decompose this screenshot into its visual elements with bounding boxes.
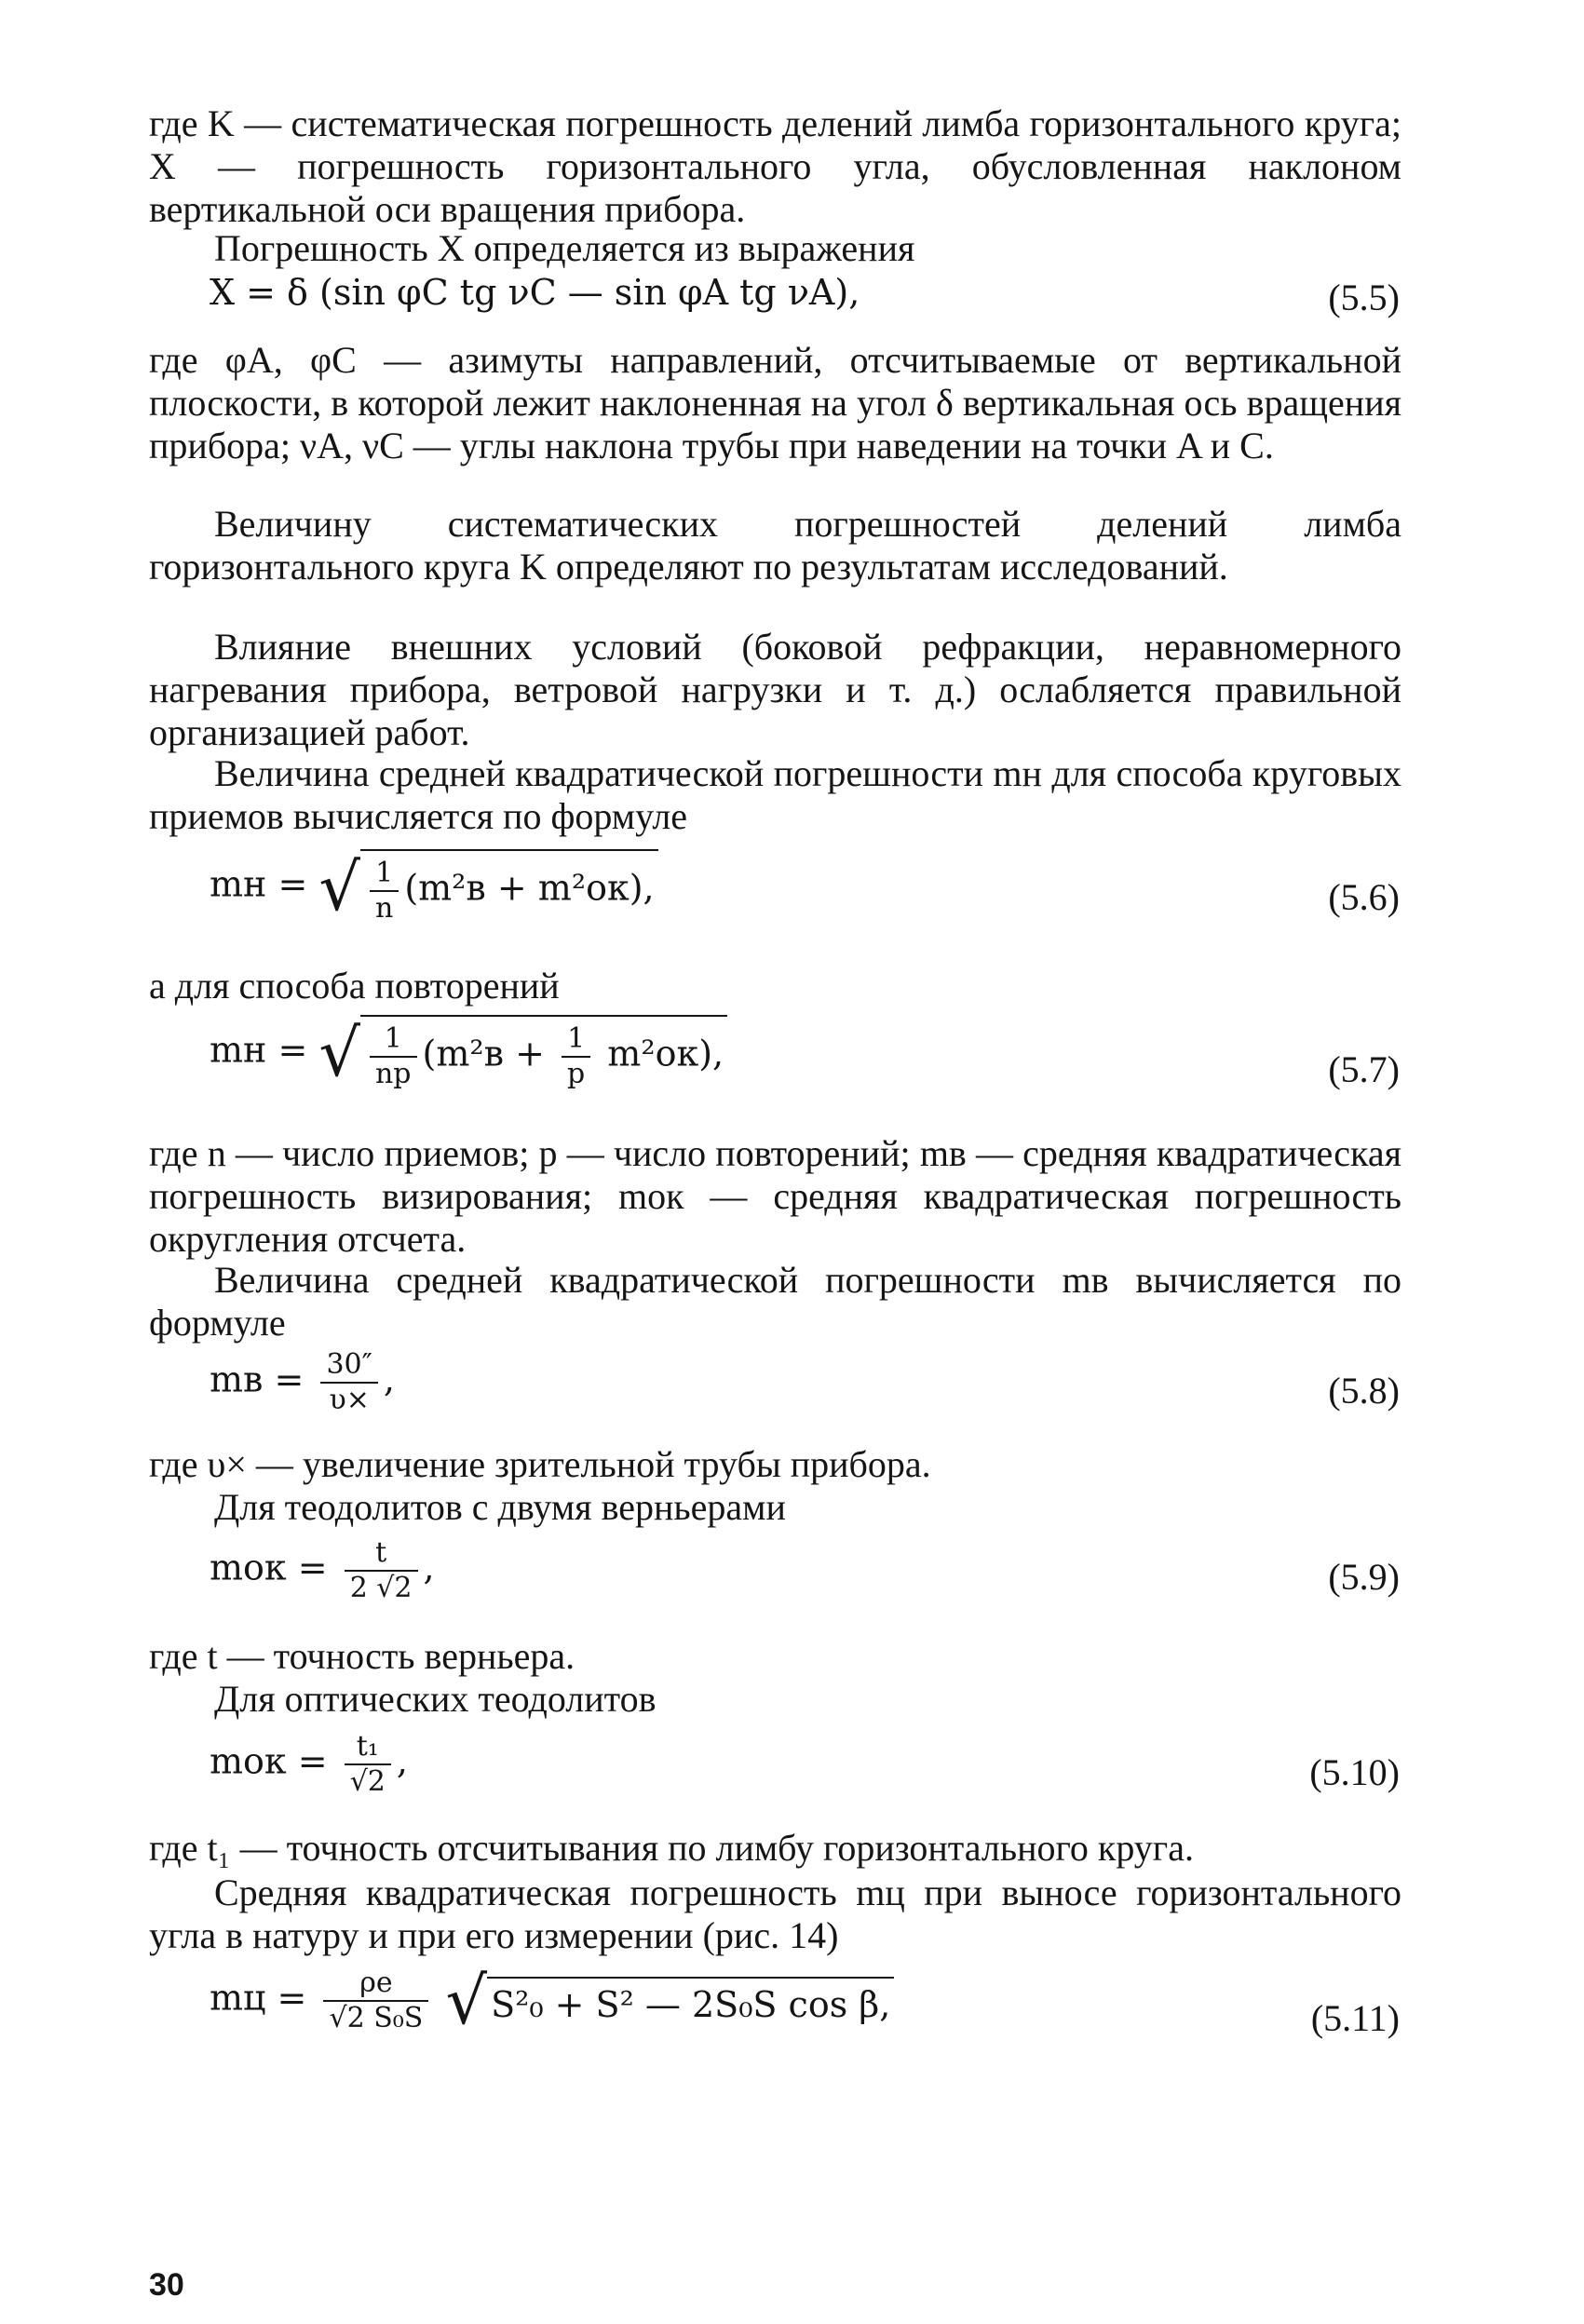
equation-5-9-lhs: mок = [210, 1547, 328, 1588]
paragraph-vernier-accuracy: где t — точность верньера. [149, 1635, 575, 1677]
equation-5-7 [210, 1015, 727, 1091]
fraction-denominator: np [374, 1058, 412, 1090]
equation-number-5-6: (5.6) [1328, 876, 1400, 918]
paragraph-mean-square-error-mb: Величина средней квадратической погрешности mв вычисляется по формуле [149, 1259, 1401, 1344]
equation-5-11-radicand: S²₀ + S² — 2S₀S cos β, [491, 1984, 891, 2025]
equation-number-5-5: (5.5) [1328, 277, 1400, 318]
sqrt-sign: √ $\frac{1}{np}$ (m²в + $\frac{1}{p}$ m²ок), [318, 1015, 727, 1091]
equation-5-11 [210, 1963, 894, 2039]
equation-number-5-11: (5.11) [1310, 1997, 1400, 2039]
paragraph-systematic-errors: Величину систематических погрешностей делений лимба горизонтального круга K определяют по результатам исследований. [149, 503, 1401, 588]
equation-5-10-tail: , [396, 1740, 408, 1782]
paragraph-optical-theodolites: Для оптических теодолитов [214, 1678, 657, 1720]
equation-number-5-9: (5.9) [1328, 1556, 1400, 1598]
inner-fraction-numerator: 1 [562, 1022, 590, 1058]
fraction-numerator: 1 [370, 857, 399, 892]
paragraph-notation-n-p-mb-mok: где n — число приемов; p — число повторений; mв — средняя квадратическая погрешность визирования; mок — средняя квадратическая погрешность округления отсчета. [149, 1132, 1401, 1260]
equation-5-5 [210, 272, 860, 313]
fraction-denominator: √2 S₀S [329, 2002, 424, 2034]
equation-number-5-10: (5.10) [1309, 1751, 1400, 1793]
page-number: 30 [149, 2267, 184, 2303]
fraction-numerator: t₁ [345, 1730, 391, 1765]
paragraph-mean-square-error-circular: Величина средней квадратической погрешности mн для способа круговых приемов вычисляется по формуле [149, 752, 1401, 837]
equation-5-9-tail: , [423, 1547, 435, 1588]
equation-5-6 [210, 849, 658, 926]
inner-fraction-denominator: p [567, 1058, 586, 1090]
sqrt-sign: √ S²₀ + S² — 2S₀S cos β, [445, 1973, 894, 2029]
equation-5-6-radicand: (m²в + m²ок), [404, 867, 655, 909]
fraction-numerator: ρe [323, 1966, 428, 2002]
paragraph-telescope-magnification: где υ× — увеличение зрительной трубы прибора. [149, 1443, 931, 1485]
paragraph-external-conditions: Влияние внешних условий (боковой рефракции, неравномерного нагревания прибора, ветровой нагрузки и т. д.) ослабляется правильной организацией работ. [149, 626, 1401, 753]
equation-5-7-radicand-a: (m²в + [422, 1033, 556, 1074]
paragraph-error-x-intro: Погрешность X определяется из выражения [214, 227, 915, 269]
paragraph-azimuths: где φA, φC — азимуты направлений, отсчитываемые от вертикальной плоскости, в которой лежит наклоненная на угол δ вертикальная ось вращения прибора; νA, νC — углы наклона трубы при наведении на точки A и C. [149, 339, 1401, 466]
equation-5-5-body: X = δ (sin φC tg νC — sin φA tg νA), [210, 272, 860, 313]
equation-5-8-lhs: mв = [210, 1358, 305, 1400]
equation-5-7-lhs: mн = [210, 1029, 308, 1071]
equation-5-9 [210, 1536, 435, 1605]
equation-number-5-7: (5.7) [1328, 1048, 1400, 1090]
paragraph-repetition-method: а для способа повторений [149, 965, 560, 1007]
equation-5-6-lhs: mн = [210, 863, 308, 905]
fraction-numerator: 30″ [320, 1348, 377, 1384]
fraction-numerator: t [345, 1536, 418, 1572]
paragraph-definitions-k-x: где K — систематическая погрешность делений лимба горизонтального круга; X — погрешность горизонтального угла, обусловленная наклоном вертикальной оси вращения прибора. [149, 102, 1401, 230]
equation-5-10 [210, 1730, 408, 1799]
fraction-denominator: υ× [329, 1384, 370, 1416]
fraction-denominator: √2 [349, 1765, 386, 1798]
fraction-numerator: 1 [370, 1022, 417, 1058]
sqrt-sign: √ $\frac{1}{n}$ (m²в + m²ок), [318, 849, 657, 926]
paragraph-limb-reading-accuracy: где t₁ — точность отсчитывания по лимбу горизонтального круга. [149, 1827, 1194, 1869]
fraction-denominator: n [374, 892, 394, 925]
equation-5-8-tail: , [383, 1358, 395, 1400]
equation-5-11-lhs: mц = [210, 1977, 307, 2019]
equation-5-7-radicand-b: m²ок), [596, 1033, 724, 1074]
equation-5-10-lhs: mок = [210, 1740, 328, 1782]
fraction-denominator: 2 √2 [349, 1572, 413, 1604]
paragraph-two-verniers: Для теодолитов с двумя верньерами [214, 1486, 786, 1528]
equation-number-5-8: (5.8) [1328, 1370, 1400, 1412]
equation-5-8 [210, 1348, 395, 1417]
paragraph-mean-square-error-mc: Средняя квадратическая погрешность mц при выносе горизонтального угла в натуру и при его измерении (рис. 14) [149, 1871, 1401, 1956]
